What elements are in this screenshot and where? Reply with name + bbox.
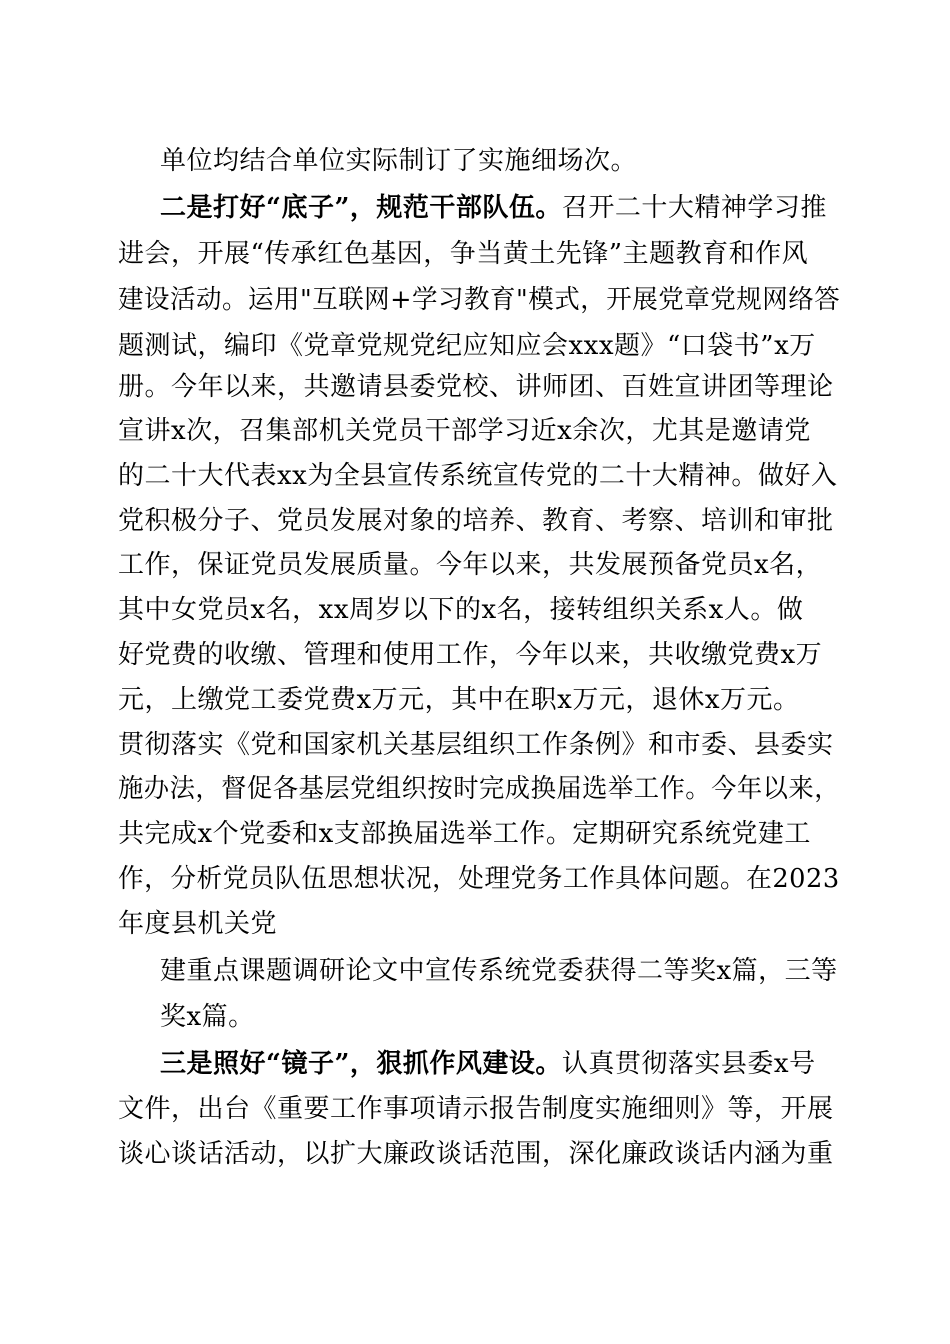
- paragraph-line: [160, 192, 827, 224]
- paragraph-line: 共完成x个党委和x支部换届选举工作。定期研究系统党建工: [118, 819, 811, 849]
- paragraph-line: 题测试，编印《党章党规党纪应知应会xxx题》“口袋书”x万: [118, 331, 816, 361]
- paragraph-line: [160, 1048, 816, 1080]
- paragraph-line: 党积极分子、党员发展对象的培养、教育、考察、培训和审批: [118, 506, 834, 536]
- paragraph-line: 好党费的收缴、管理和使用工作，今年以来，共收缴党费x万: [118, 640, 823, 670]
- paragraph-line: 宣讲x次，召集部机关党员干部学习近x余次，尤其是邀请党: [118, 416, 811, 446]
- paragraph-text: 认真贯彻落实县委x号: [561, 1049, 816, 1079]
- paragraph-line: 的二十大代表xx为全县宣传系统宣传党的二十大精神。做好入: [118, 461, 838, 491]
- paragraph-text: 召开二十大精神学习推: [561, 193, 827, 223]
- paragraph-line: 元，上缴党工委党费x万元，其中在职x万元，退休x万元。: [118, 685, 800, 715]
- paragraph-line: 其中女党员x名，xx周岁以下的x名，接转组织关系x人。做: [118, 595, 804, 625]
- paragraph-line: 谈心谈话活动，以扩大廉政谈话范围，深化廉政谈话内涵为重: [118, 1139, 834, 1169]
- paragraph-line: 奖x篇。: [160, 1002, 255, 1032]
- paragraph-lead-heading: 三是照好“镜子”，狠抓作风建设。: [160, 1049, 562, 1079]
- paragraph-line: 文件，出台《重要工作事项请示报告制度实施细则》等，开展: [118, 1094, 834, 1124]
- paragraph-lead-heading: 二是打好“底子”，规范干部队伍。: [160, 193, 562, 223]
- paragraph-line: 进会，开展“传承红色基因，争当黄土先锋”主题教育和作风: [118, 239, 809, 269]
- paragraph-line: 册。今年以来，共邀请县委党校、讲师团、百姓宣讲团等理论: [118, 372, 834, 402]
- paragraph-line: 年度县机关党: [118, 909, 278, 939]
- paragraph-line: 建重点课题调研论文中宣传系统党委获得二等奖x篇，三等: [160, 956, 838, 986]
- paragraph-line: 作，分析党员队伍思想状况，处理党务工作具体问题。在2023: [118, 864, 840, 894]
- paragraph-line: 施办法，督促各基层党组织按时完成换届选举工作。今年以来，: [118, 774, 841, 804]
- paragraph-line: 工作，保证党员发展质量。今年以来，共发展预备党员x名，: [118, 550, 823, 580]
- paragraph-line: 贯彻落实《党和国家机关基层组织工作条例》和市委、县委实: [118, 730, 834, 760]
- paragraph-line: 单位均结合单位实际制订了实施细场次。: [160, 146, 638, 176]
- paragraph-line: 建设活动。运用"互联网+学习教育"模式，开展党章党规网络答: [118, 285, 841, 315]
